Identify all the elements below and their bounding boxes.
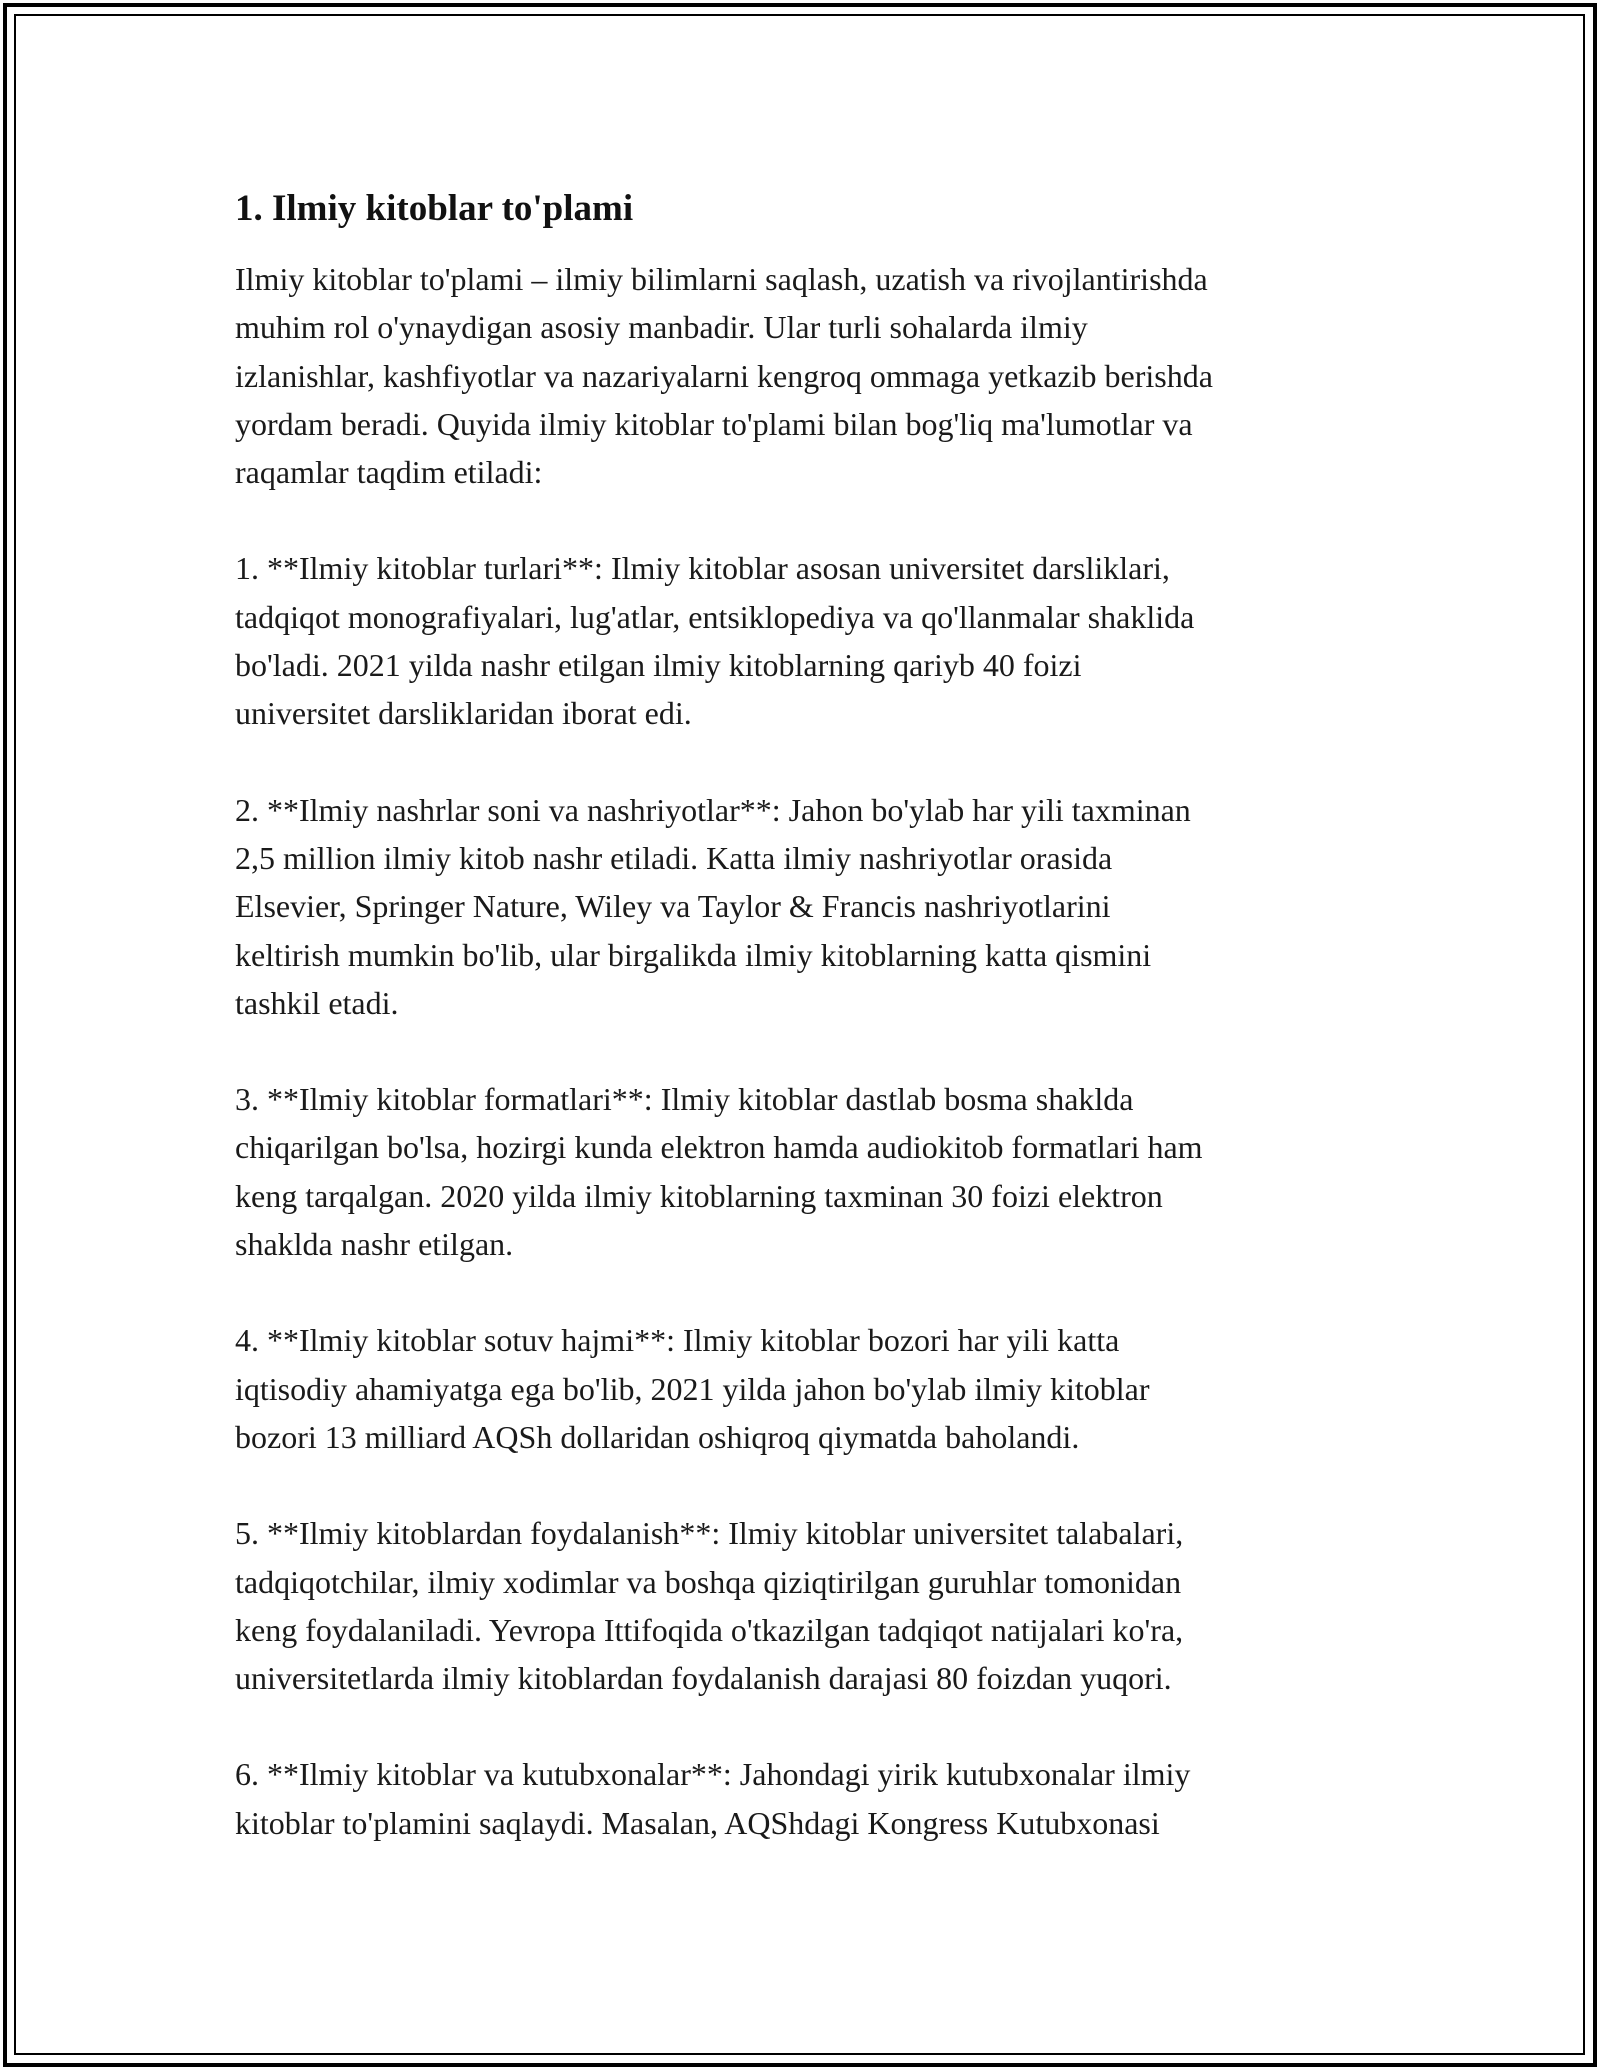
- list-item-paragraph: [235, 1509, 1395, 1702]
- text-line: keltirish mumkin bo'lib, ular birgalikda ilmiy kitoblarning katta qismini: [235, 936, 1152, 973]
- text-line: keng tarqalgan. 2020 yilda ilmiy kitoblarning taxminan 30 foizi elektron: [235, 1177, 1163, 1214]
- text-line: chiqarilgan bo'lsa, hozirgi kunda elektron hamda audiokitob formatlari ham: [235, 1129, 1203, 1166]
- text-line: universitet darsliklaridan iborat edi.: [235, 695, 692, 732]
- text-line: universitetlarda ilmiy kitoblardan foydalanish darajasi 80 foizdan yuqori.: [235, 1660, 1172, 1697]
- text-line: 2,5 million ilmiy kitob nashr etiladi. Katta ilmiy nashriyotlar orasida: [235, 839, 1113, 876]
- text-line: 1. **Ilmiy kitoblar turlari**: Ilmiy kitoblar asosan universitet darsliklari,: [235, 550, 1170, 587]
- text-line: Elsevier, Springer Nature, Wiley va Taylor & Francis nashriyotlarini: [235, 888, 1111, 925]
- text-line: muhim rol o'ynaydigan asosiy manbadir. Ular turli sohalarda ilmiy: [235, 309, 1088, 346]
- text-line: bo'ladi. 2021 yilda nashr etilgan ilmiy kitoblarning qariyb 40 foizi: [235, 647, 1082, 684]
- list-item-paragraph: [235, 786, 1395, 1027]
- text-line: 4. **Ilmiy kitoblar sotuv hajmi**: Ilmiy kitoblar bozori har yili katta: [235, 1322, 1120, 1359]
- list-item-paragraph: [235, 1750, 1395, 1847]
- list-item-paragraph: [235, 544, 1395, 737]
- list-item-paragraph: [235, 1316, 1395, 1461]
- list-item-paragraph: [235, 1075, 1395, 1268]
- text-line: yordam beradi. Quyida ilmiy kitoblar to'plami bilan bog'liq ma'lumotlar va: [235, 405, 1193, 442]
- text-line: tashkil etadi.: [235, 984, 399, 1021]
- text-line: bozori 13 milliard AQSh dollaridan oshiqroq qiymatda baholandi.: [235, 1418, 1080, 1455]
- text-line: tadqiqotchilar, ilmiy xodimlar va boshqa qiziqtirilgan guruhlar tomonidan: [235, 1563, 1182, 1600]
- text-line: keng foydalaniladi. Yevropa Ittifoqida o'tkazilgan tadqiqot natijalari ko'ra,: [235, 1611, 1184, 1648]
- text-line: 2. **Ilmiy nashrlar soni va nashriyotlar**: Jahon bo'ylab har yili taxminan: [235, 791, 1191, 828]
- text-line: tadqiqot monografiyalari, lug'atlar, entsiklopediya va qo'llanmalar shaklida: [235, 598, 1195, 635]
- document-body: [235, 185, 1395, 1895]
- text-line: iqtisodiy ahamiyatga ega bo'lib, 2021 yilda jahon bo'ylab ilmiy kitoblar: [235, 1370, 1150, 1407]
- section-heading: 1. Ilmiy kitoblar to'plami: [235, 188, 634, 229]
- paragraph-list: [235, 255, 1395, 1847]
- text-line: kitoblar to'plamini saqlaydi. Masalan, AQShdagi Kongress Kutubxonasi: [235, 1804, 1160, 1841]
- text-line: 3. **Ilmiy kitoblar formatlari**: Ilmiy kitoblar dastlab bosma shaklda: [235, 1081, 1134, 1118]
- text-line: raqamlar taqdim etiladi:: [235, 454, 543, 491]
- text-line: izlanishlar, kashfiyotlar va nazariyalarni kengroq ommaga yetkazib berishda: [235, 357, 1213, 394]
- text-line: shaklda nashr etilgan.: [235, 1226, 514, 1263]
- text-line: 5. **Ilmiy kitoblardan foydalanish**: Ilmiy kitoblar universitet talabalari,: [235, 1515, 1184, 1552]
- text-line: 6. **Ilmiy kitoblar va kutubxonalar**: Jahondagi yirik kutubxonalar ilmiy: [235, 1756, 1191, 1793]
- intro-paragraph: [235, 255, 1395, 496]
- text-line: Ilmiy kitoblar to'plami – ilmiy bilimlarni saqlash, uzatish va rivojlantirishda: [235, 261, 1208, 297]
